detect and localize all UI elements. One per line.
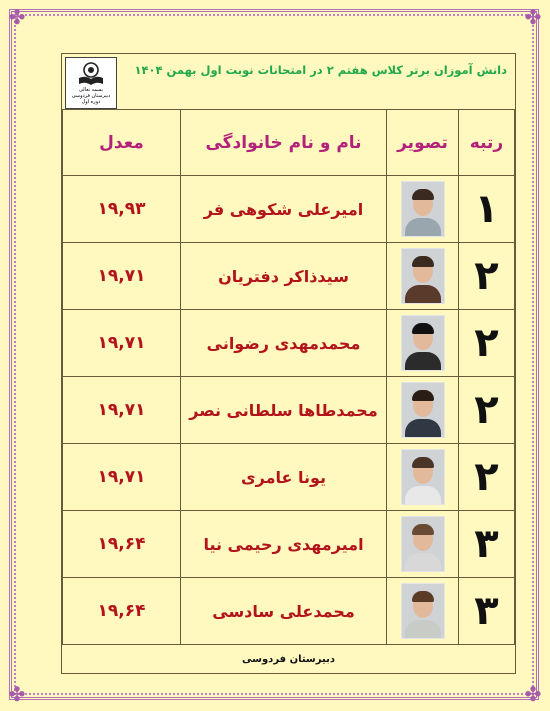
rank-cell: ۲ (459, 243, 515, 310)
rank-cell: ۳ (459, 511, 515, 578)
table-row (63, 310, 515, 377)
photo-cell (387, 578, 459, 645)
rank-cell: ۲ (459, 310, 515, 377)
average-score: ۱۹,۶۴ (63, 511, 181, 578)
student-name: محمدطاها سلطانی نصر (181, 377, 387, 444)
rank-cell: ۲ (459, 377, 515, 444)
student-name: امیرعلی شکوهی فر (181, 176, 387, 243)
table-row (63, 176, 515, 243)
corner-ornament-icon: ✤ (524, 5, 542, 29)
school-logo (65, 57, 117, 109)
student-photo (401, 583, 445, 639)
honor-roll-panel (61, 53, 516, 674)
student-photo (401, 449, 445, 505)
student-name: سیدذاکر دفتریان (181, 243, 387, 310)
student-photo (401, 315, 445, 371)
student-name: امیرمهدی رحیمی نیا (181, 511, 387, 578)
table-row (63, 511, 515, 578)
table-row (63, 377, 515, 444)
footer-school-name: دبیرستان فردوسی (242, 654, 335, 665)
column-header-name: نام و نام خانوادگی (181, 110, 387, 176)
logo-line: دبیرستان فردوسی (71, 93, 111, 99)
table-row (63, 578, 515, 645)
average-score: ۱۹,۷۱ (63, 310, 181, 377)
student-photo (401, 248, 445, 304)
table-row (63, 243, 515, 310)
logo-caption (72, 87, 111, 105)
average-score: ۱۹,۷۱ (63, 444, 181, 511)
logo-line: دوره اول (81, 99, 101, 105)
photo-cell (387, 511, 459, 578)
student-photo (401, 516, 445, 572)
photo-cell (387, 243, 459, 310)
logo-line: بسمه تعالی (78, 87, 104, 93)
corner-ornament-icon: ✤ (524, 682, 542, 706)
rank-cell: ۱ (459, 176, 515, 243)
photo-cell (387, 444, 459, 511)
average-score: ۱۹,۹۳ (63, 176, 181, 243)
column-header-average: معدل (63, 110, 181, 176)
student-photo (401, 382, 445, 438)
panel-header (62, 54, 515, 109)
student-name: یونا عامری (181, 444, 387, 511)
corner-ornament-icon: ✤ (8, 682, 26, 706)
column-header-photo: تصویر (387, 110, 459, 176)
rank-cell: ۳ (459, 578, 515, 645)
student-photo (401, 181, 445, 237)
photo-cell (387, 176, 459, 243)
photo-cell (387, 310, 459, 377)
photo-cell (387, 377, 459, 444)
corner-ornament-icon: ✤ (8, 5, 26, 29)
average-score: ۱۹,۷۱ (63, 377, 181, 444)
book-emblem-icon (77, 61, 105, 87)
rank-cell: ۲ (459, 444, 515, 511)
column-header-rank: رتبه (459, 110, 515, 176)
student-name: محمدمهدی رضوانی (181, 310, 387, 377)
average-score: ۱۹,۶۴ (63, 578, 181, 645)
ranking-table (62, 109, 515, 645)
average-score: ۱۹,۷۱ (63, 243, 181, 310)
table-header-row (63, 110, 515, 176)
student-name: محمدعلی سادسی (181, 578, 387, 645)
table-row (63, 444, 515, 511)
page-title: دانش آموزان برتر کلاس هفتم ۲ در امتحانات نوبت اول بهمن ۱۴۰۴ (134, 63, 507, 77)
